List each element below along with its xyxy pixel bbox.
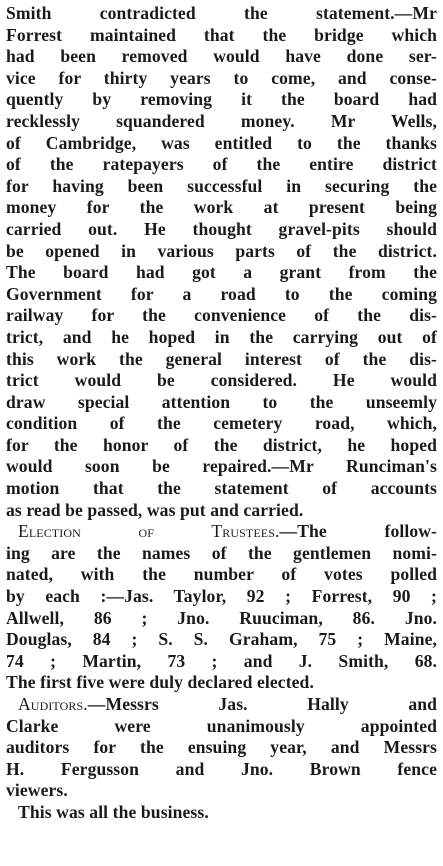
text-line: viewers.	[6, 780, 68, 801]
paragraph-meeting-discussion	[6, 3, 437, 521]
text-line: 74 ; Martin, 73 ; and J. Smith, 68.	[6, 650, 437, 671]
section-heading-election: Election of Trustees.	[18, 521, 280, 542]
text-line: H. Fergusson and Jno. Brown fence	[6, 758, 437, 779]
text-line: nated, with the number of votes polled	[6, 564, 437, 585]
text-fragment: —The follow-	[279, 521, 437, 542]
text-line: this work the general interest of the dis-	[6, 348, 437, 369]
text-line: Forrest maintained that the bridge which	[6, 24, 437, 45]
text-line: as read be passed, was put and carried.	[6, 499, 304, 520]
text-line: of Cambridge, was entitled to the thanks	[6, 132, 437, 153]
text-line: auditors for the ensuing year, and Messrs	[6, 737, 437, 758]
text-fragment: —Messrs Jas. Hally and	[87, 694, 437, 714]
text-line: This was all the business.	[18, 801, 209, 822]
text-line: by each :—Jas. Taylor, 92 ; Forrest, 90 ;	[6, 586, 437, 607]
text-line: would soon be repaired.—Mr Runciman's	[6, 456, 437, 477]
text-line: condition of the cemetery road, which,	[6, 413, 437, 434]
text-line: Douglas, 84 ; S. S. Graham, 75 ; Maine,	[6, 629, 437, 650]
paragraph-closing	[6, 802, 437, 824]
text-line: recklessly squandered money. Mr Wells,	[6, 110, 437, 131]
text-line: of the ratepayers of the entire district	[6, 154, 437, 175]
text-line: Government for a road to the coming	[6, 283, 437, 304]
text-line: motion that the statement of accounts	[6, 478, 437, 499]
text-line: trict would be considered. He would	[6, 370, 437, 391]
text-line: trict, and he hoped in the carrying out of	[6, 326, 437, 347]
paragraph-auditors	[6, 694, 437, 802]
text-line: had been removed would have done ser-	[6, 46, 437, 67]
text-line: draw special attention to the unseemly	[6, 391, 437, 412]
text-line: quently by removing it the board had	[6, 89, 437, 110]
text-line: for having been successful in securing the	[6, 175, 437, 196]
text-line: for the honor of the district, he hoped	[6, 434, 437, 455]
section-heading-auditors: Auditors.	[18, 694, 88, 714]
text-line: Clarke were unanimously appointed	[6, 715, 437, 736]
text-line: money for the work at present being	[6, 197, 437, 218]
text-line: Smith contradicted the statement.—Mr	[6, 3, 437, 23]
auditors-first-line	[6, 694, 437, 716]
text-line: vice for thirty years to come, and conse-	[6, 67, 437, 88]
text-line: The board had got a grant from the	[6, 262, 437, 283]
text-line: Allwell, 86 ; Jno. Ruuciman, 86. Jno.	[6, 607, 437, 628]
text-line: be opened in various parts of the district.	[6, 240, 437, 261]
text-line: ing are the names of the gentlemen nomi-	[6, 542, 437, 563]
paragraph-election-of-trustees	[6, 521, 437, 694]
text-line: The first five were duly declared elected.	[6, 672, 314, 693]
text-line: railway for the convenience of the dis-	[6, 305, 437, 326]
election-first-line	[6, 521, 437, 543]
text-line: carried out. He thought gravel-pits should	[6, 218, 437, 239]
